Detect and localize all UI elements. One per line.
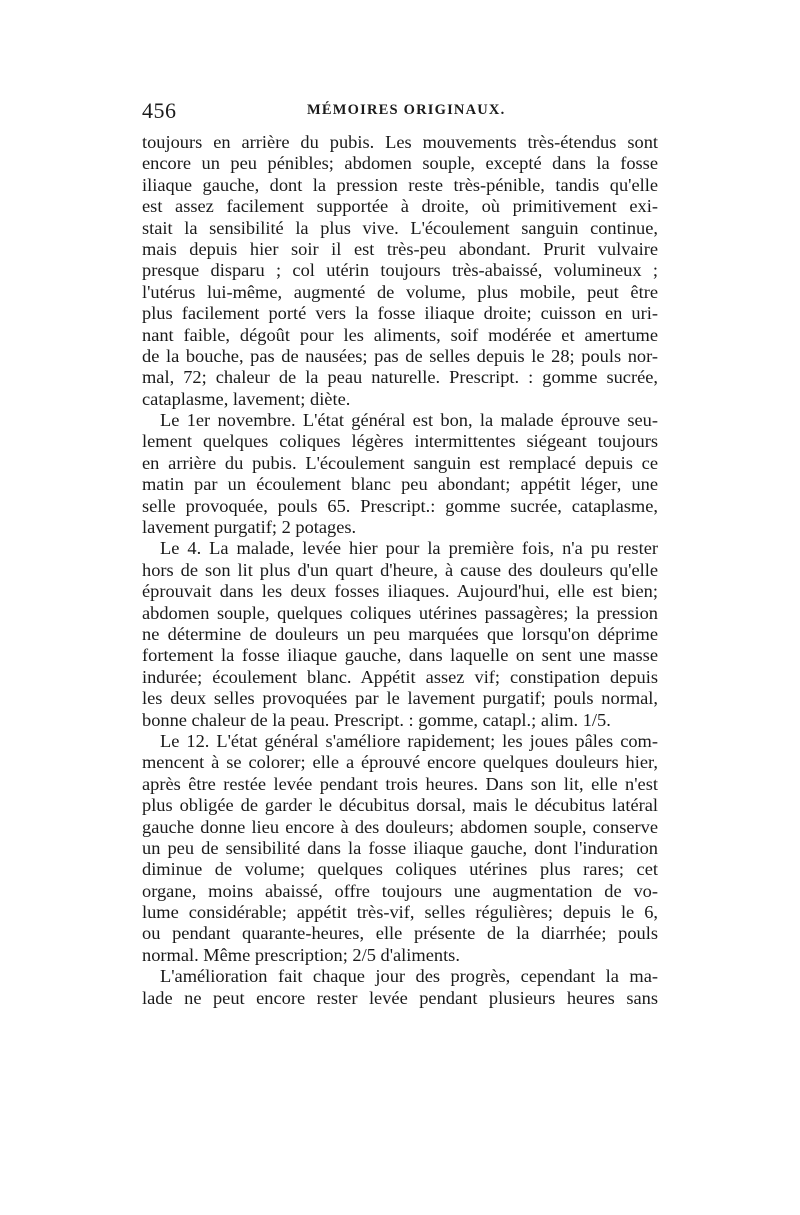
text-line: normal. Même prescription; 2/5 d'aliments. (142, 944, 460, 965)
text-line: mais depuis hier soir il est très-peu abondant. Prurit vulvaire (142, 238, 658, 259)
text-line: lement quelques coliques légères intermittentes siégeant toujours (142, 431, 658, 452)
text-line: en arrière du pubis. L'écoulement sanguin est remplacé depuis ce (142, 452, 658, 473)
body-text (142, 132, 658, 1009)
text-line: ne détermine de douleurs un peu marquées que lorsqu'on déprime (142, 623, 658, 644)
text-line: indurée; écoulement blanc. Appétit assez vif; constipation depuis (142, 666, 658, 687)
text-line: iliaque gauche, dont la pression reste très-pénible, tandis qu'elle (142, 174, 658, 195)
text-line: nant faible, dégoût pour les aliments, soif modérée et amertume (142, 324, 658, 345)
text-line: les deux selles provoquées par le lavement purgatif; pouls normal, (142, 688, 658, 709)
text-line: encore un peu pénibles; abdomen souple, excepté dans la fosse (142, 153, 658, 174)
text-line: est assez facilement supportée à droite, où primitivement exi- (142, 196, 658, 217)
text-line: de la bouche, pas de nausées; pas de selles depuis le 28; pouls nor- (142, 345, 658, 366)
text-line: l'utérus lui-même, augmenté de volume, plus mobile, peut être (142, 281, 658, 302)
text-line: diminue de volume; quelques coliques utérines plus rares; cet (142, 859, 658, 880)
text-line: bonne chaleur de la peau. Prescript. : gomme, catapl.; alim. 1/5. (142, 709, 611, 730)
text-line: stait la sensibilité la plus vive. L'écoulement sanguin continue, (142, 217, 658, 238)
page-number: 456 (142, 98, 177, 123)
text-line: lavement purgatif; 2 potages. (142, 517, 357, 538)
text-line: plus facilement porté vers la fosse iliaque droite; cuisson en uri- (142, 303, 658, 324)
paragraph-start-line: Le 12. L'état général s'améliore rapidement; les joues pâles com- (160, 730, 658, 751)
text-line: mencent à se colorer; elle a éprouvé encore quelques douleurs hier, (142, 752, 658, 773)
text-line: un peu de sensibilité dans la fosse iliaque gauche, dont l'induration (142, 837, 658, 858)
text-line: organe, moins abaissé, offre toujours une augmentation de vo- (142, 880, 658, 901)
text-line: lade ne peut encore rester levée pendant plusieurs heures sans (142, 987, 658, 1008)
paragraph-start-line: L'amélioration fait chaque jour des progrès, cependant la ma- (160, 966, 658, 987)
text-line: après être restée levée pendant trois heures. Dans son lit, elle n'est (142, 773, 658, 794)
paragraph-start-line: Le 4. La malade, levée hier pour la première fois, n'a pu rester (160, 538, 658, 559)
text-line: gauche donne lieu encore à des douleurs; abdomen souple, conserve (142, 816, 658, 837)
running-title: MÉMOIRES ORIGINAUX. (307, 102, 506, 118)
text-line: éprouvait dans les deux fosses iliaques. Aujourd'hui, elle est bien; (142, 581, 658, 602)
text-line: presque disparu ; col utérin toujours très-abaissé, volumineux ; (142, 260, 658, 281)
paragraph-start-line: Le 1er novembre. L'état général est bon, la malade éprouve seu- (160, 410, 658, 431)
text-line: cataplasme, lavement; diète. (142, 388, 351, 409)
text-line: mal, 72; chaleur de la peau naturelle. Prescript. : gomme sucrée, (142, 367, 658, 388)
text-line: ou pendant quarante-heures, elle présente de la diarrhée; pouls (142, 923, 658, 944)
text-line: abdomen souple, quelques coliques utérines passagères; la pression (142, 602, 658, 623)
page-header (142, 98, 658, 124)
text-line: plus obligée de garder le décubitus dorsal, mais le décubitus latéral (142, 795, 658, 816)
text-line: fortement la fosse iliaque gauche, dans laquelle on sent une masse (142, 645, 658, 666)
text-line: selle provoquée, pouls 65. Prescript.: gomme sucrée, cataplasme, (142, 495, 658, 516)
text-line: lume considérable; appétit très-vif, selles régulières; depuis le 6, (142, 902, 658, 923)
text-line: toujours en arrière du pubis. Les mouvements très-étendus sont (142, 132, 658, 152)
text-line: matin par un écoulement blanc peu abondant; appétit léger, une (142, 474, 658, 495)
text-line: hors de son lit plus d'un quart d'heure, à cause des douleurs qu'elle (142, 559, 658, 580)
